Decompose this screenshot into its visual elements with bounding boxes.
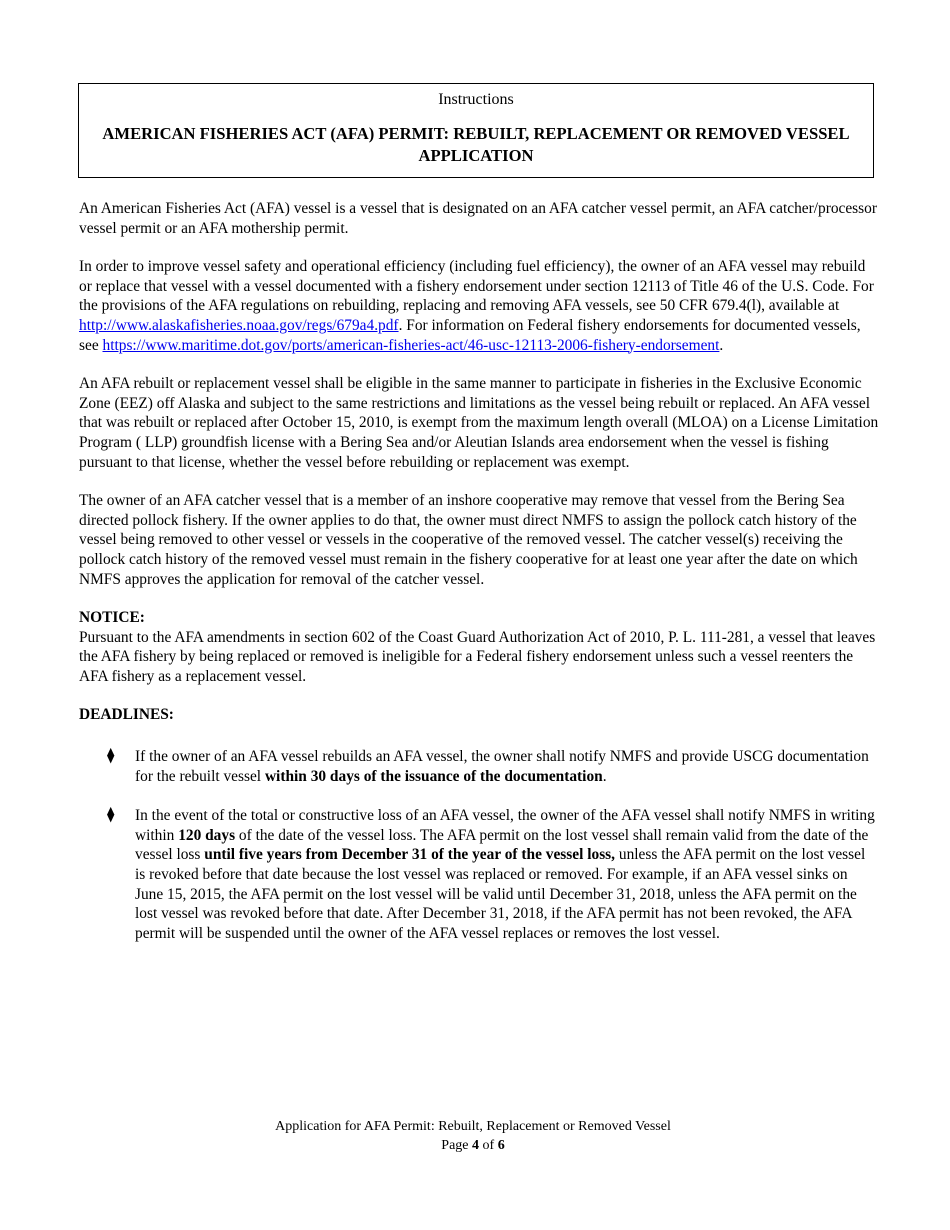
cfr-link[interactable]: http://www.alaskafisheries.noaa.gov/regs/679a4.pdf <box>79 316 399 334</box>
notice-paragraph: Pursuant to the AFA amendments in section 602 of the Coast Guard Authorization Act of 2010, P. L. 111-281, a vessel that leaves the AFA fishery by being replaced or removed is ineligible for a Federal fishery endorsement unless such a vessel reenters the AFA fishery as a replacement vessel. <box>79 628 876 685</box>
page-label: Page <box>441 1138 469 1153</box>
deadline-2-bold-validity: until five years from December 31 of the year of the vessel loss, <box>204 846 616 864</box>
header-box <box>78 83 874 178</box>
intro-paragraph: An American Fisheries Act (AFA) vessel is a vessel that is designated on an AFA catcher vessel permit, an AFA catcher/processor vessel permit or an AFA mothership permit. <box>79 200 877 237</box>
document-body <box>79 199 879 963</box>
page-total: 6 <box>497 1138 505 1153</box>
deadlines-heading: DEADLINES: <box>79 706 174 724</box>
footer-title: Application for AFA Permit: Rebuilt, Replacement or Removed Vessel <box>275 1119 671 1134</box>
page-number <box>0 1136 946 1155</box>
rebuild-text-a: In order to improve vessel safety and operational efficiency (including fuel efficiency), the owner of an AFA vessel may rebuild or replace that vessel with a vessel documented with a fishery endorsement under section 12113 of Title 46 of the U.S. Code. For the provisions of the AFA regulations on rebuilding, replacing and removing AFA vessels, see 50 CFR 679.4(l), available at <box>79 258 874 315</box>
page-footer <box>0 1117 946 1155</box>
deadline-2-text-c: unless the AFA permit on the lost vessel is revoked before that date because the lost vessel was replaced or removed. For example, if an AFA vessel sinks on June 15, 2015, the AFA permit on the lost vessel will be valid until December 31, 2018, unless the AFA permit on the lost vessel was revoked before that date. After December 31, 2018, if the AFA permit has not been revoked, the AFA permit will be suspended until the owner of the AFA vessel replaces or removes the lost vessel. <box>135 846 866 942</box>
deadline-1-text-a: If the owner of an AFA vessel rebuilds an AFA vessel, the owner shall notify NMFS and provide USCG documentation for the rebuilt vessel <box>135 748 869 785</box>
deadline-1-text-b: . <box>602 767 607 785</box>
instructions-label: Instructions <box>438 91 514 108</box>
diamond-bullet-icon: ⧫ <box>107 748 115 765</box>
list-item <box>79 747 879 786</box>
notice-heading: NOTICE: <box>79 609 145 627</box>
list-item <box>79 806 879 943</box>
deadline-2-text-b: of the date of the vessel loss. The AFA permit on the lost vessel shall remain valid from the date of the vessel loss <box>135 826 869 864</box>
rebuild-text-c: . <box>719 336 724 354</box>
deadline-1-bold: within 30 days of the issuance of the documentation <box>264 767 603 785</box>
maritime-link[interactable]: https://www.maritime.dot.gov/ports/american-fisheries-act/46-usc-12113-2006-fishery-endorsement <box>102 336 720 354</box>
removal-paragraph: The owner of an AFA catcher vessel that is a member of an inshore cooperative may remove that vessel from the Bering Sea directed pollock fishery. If the owner applies to do that, the owner must direct NMFS to assign the pollock catch history of the vessel being removed to other vessel or vessels in the cooperative of the removed vessel. The catcher vessel(s) receiving the pollock catch history of the removed vessel must remain in the fishery cooperative for at least one year after the date on which NMFS approves the application for removal of the catcher vessel. <box>79 492 858 588</box>
eligibility-paragraph: An AFA rebuilt or replacement vessel shall be eligible in the same manner to participate in fisheries in the Exclusive Economic Zone (EEZ) off Alaska and subject to the same restrictions and limitations as the vessel being rebuilt or replaced. An AFA vessel that was rebuilt or replaced after October 15, 2010, is exempt from the maximum length overall (MLOA) on a License Limitation Program ( LLP) groundfish license with a Bering Sea and/or Aleutian Islands area endorsement when the vessel is fishing pursuant to that license, whether the vessel before rebuilding or replacement was exempt. <box>79 375 879 471</box>
page-current: 4 <box>472 1138 480 1153</box>
rebuild-text-b: . For information on Federal fishery endorsements for documented vessels, see <box>79 316 861 354</box>
deadline-2-bold-days: 120 days <box>178 826 236 844</box>
rebuild-paragraph <box>79 257 879 355</box>
diamond-bullet-icon: ⧫ <box>107 807 115 824</box>
page-title: AMERICAN FISHERIES ACT (AFA) PERMIT: REBUILT, REPLACEMENT OR REMOVED VESSEL APPLICATION <box>102 124 850 165</box>
deadlines-list <box>79 747 879 943</box>
deadline-2-text-a: In the event of the total or constructive loss of an AFA vessel, the owner of the AFA vessel shall notify NMFS in writing within <box>135 807 875 844</box>
page-of: of <box>482 1138 495 1153</box>
